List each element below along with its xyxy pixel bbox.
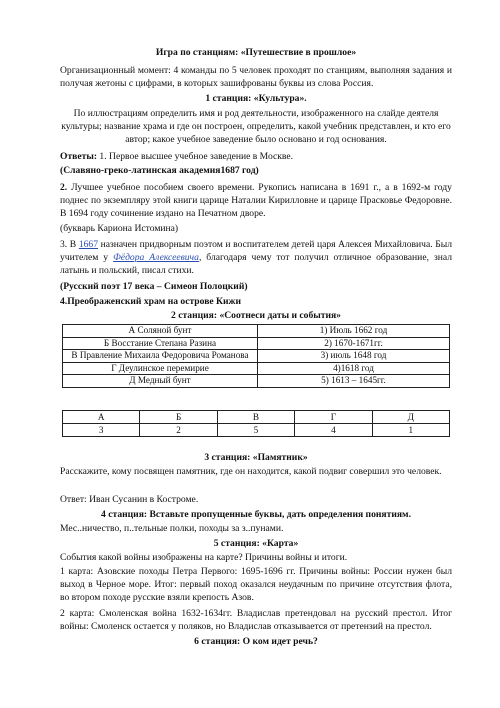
answer3-body: назначен придворным поэтом и воспитателем детей царя Алексея Михайловича. Был учителем у bbox=[60, 239, 452, 264]
station2-heading: 2 станция: «Соотнеси даты и события» bbox=[171, 310, 341, 321]
station1-task: По иллюстрациям определить имя и род деятельности, изображенного на слайде деятеля культуры; название храма и где он построен, определить, какой учебник представлен, и кто его автор; какое учебное заведение было основано и год основания. bbox=[61, 108, 451, 146]
table-row bbox=[63, 350, 450, 363]
answer1-result: (Славяно-греко-латинская академия1687 год) bbox=[60, 165, 259, 176]
value-cell: 3 bbox=[63, 424, 140, 437]
event-cell: Г Деулинское перемирие bbox=[63, 362, 258, 375]
header-cell: А bbox=[63, 411, 140, 424]
station3-heading: 3 станция: «Памятник» bbox=[204, 452, 308, 463]
event-cell: А Соляной бунт bbox=[63, 325, 258, 338]
answer2-note: (букварь Кариона Истомина) bbox=[60, 223, 179, 234]
table-row bbox=[63, 325, 450, 338]
answer2-paragraph bbox=[60, 181, 452, 221]
station4-heading: 4 станция: Вставьте пропущенные буквы, дать определения понятиям. bbox=[101, 509, 411, 520]
value-cell: 1 bbox=[372, 424, 449, 437]
answer3-result: (Русский поэт 17 века – Симеон Полоцкий) bbox=[60, 281, 248, 292]
answer2-text: Лучшее учебное пособием своего времени. Рукопись написана в 1691 г., а в 1692-м году поднес по экземпляру этой книги царице Наталии Кирилловне и царице Прасковье Федоровне. В 1694 году сочинение издано на Печатном дворе. bbox=[60, 182, 452, 220]
header-cell: В bbox=[217, 411, 294, 424]
fedor-alekseevich-link[interactable]: Фёдора Алексеевича bbox=[113, 252, 199, 264]
station5-map1: 1 карта: Азовские походы Петра Первого: 1695-1696 гг. Причины войны: России нужен был выход в Черное море. Итог: первый поход оказался неудачным по причине отсутствия флота, во втором походе русские взяли крепость Азов. bbox=[60, 566, 452, 604]
table-row bbox=[63, 362, 450, 375]
date-cell: 4)1618 год bbox=[258, 362, 450, 375]
event-cell: В Правление Михаила Федоровича Романова bbox=[63, 350, 258, 363]
event-cell: Б Восстание Степана Разина bbox=[63, 337, 258, 350]
table-row bbox=[63, 424, 450, 437]
date-cell: 2) 1670-1671гг. bbox=[258, 337, 450, 350]
station5-task: События какой войны изображены на карте? Причины войны и итоги. bbox=[60, 552, 348, 563]
station5-map2: 2 карта: Смоленская война 1632-1634гг. Владислав претендовал на русский престол. Итог войны: Смоленск остается у поляков, но Владислав отказывается от претензий на престол. bbox=[60, 608, 452, 633]
event-cell: Д Медный бунт bbox=[63, 375, 258, 388]
value-cell: 2 bbox=[140, 424, 217, 437]
station5-heading: 5 станция: «Карта» bbox=[213, 538, 299, 549]
answer1-line bbox=[60, 150, 452, 163]
station3-answer: Ответ: Иван Сусанин в Костроме. bbox=[60, 494, 199, 505]
station1-heading: 1 станция: «Культура». bbox=[205, 93, 307, 104]
answer3-paragraph bbox=[60, 238, 452, 278]
value-cell: 4 bbox=[295, 424, 372, 437]
org-moment-paragraph: Организационный момент: 4 команды по 5 человек проходят по станциям, выполняя задания и получая жетоны с цифрами, в которых зашифрованы буквы из слова Россия. bbox=[60, 65, 452, 90]
station6-heading: 6 станция: О ком идет речь? bbox=[194, 636, 318, 647]
answer4-line: 4.Преображенский храм на острове Кижи bbox=[60, 296, 242, 307]
table-row bbox=[63, 375, 450, 388]
answer1-text: 1. Первое высшее учебное заведение в Москве. bbox=[99, 151, 294, 162]
header-cell: Д bbox=[372, 411, 449, 424]
table-row bbox=[63, 337, 450, 350]
answer3-suffix: , благодаря чему тот получил отличное образование, знал латынь и польский, писал стихи. bbox=[60, 252, 452, 277]
station3-task: Расскажите, кому посвящен памятник, где он находится, какой подвиг совершил это человек. bbox=[60, 466, 442, 477]
header-cell: Г bbox=[295, 411, 372, 424]
date-cell: 1) Июль 1662 год bbox=[258, 325, 450, 338]
date-cell: 5) 1613 – 1645гг. bbox=[258, 375, 450, 388]
answers-label: Ответы: bbox=[60, 151, 98, 162]
station4-text: Мес..ничество, п..тельные полки, походы за з..пунами. bbox=[60, 523, 284, 534]
answer-key-table bbox=[62, 410, 450, 437]
value-cell: 5 bbox=[217, 424, 294, 437]
page-title: Игра по станциям: «Путешествие в прошлое» bbox=[155, 47, 357, 58]
year-1667-link[interactable]: 1667 bbox=[78, 239, 98, 250]
header-cell: Б bbox=[140, 411, 217, 424]
date-cell: 3) июль 1648 год bbox=[258, 350, 450, 363]
table-header-row bbox=[63, 411, 450, 424]
answer3-prefix: 3. В bbox=[60, 239, 77, 250]
dates-events-table bbox=[62, 324, 450, 388]
answer2-number: 2. bbox=[60, 182, 68, 193]
